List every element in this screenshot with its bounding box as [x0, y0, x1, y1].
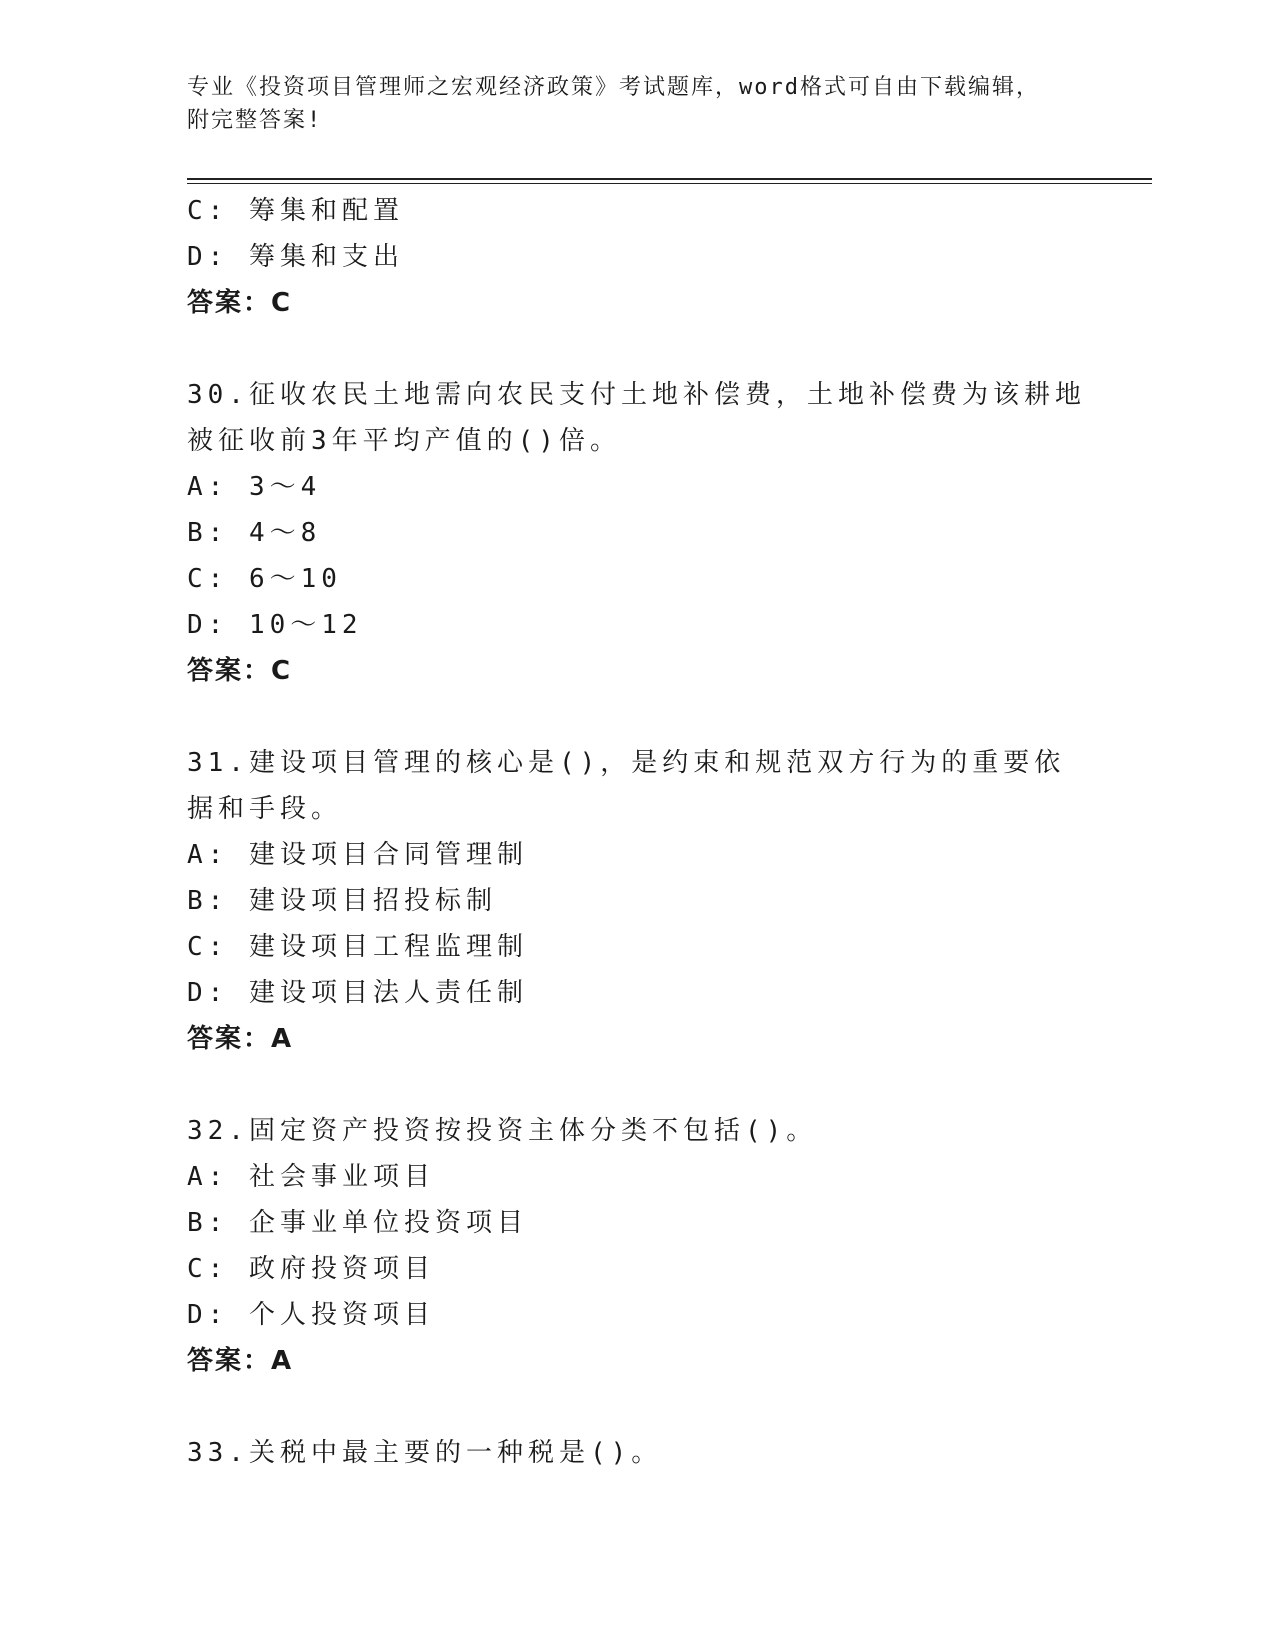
- option-b: B: 建设项目招投标制: [187, 886, 497, 916]
- option-c: C: 建设项目工程监理制: [187, 932, 528, 962]
- question-30: [187, 372, 1087, 694]
- option-d: D: 个人投资项目: [187, 1300, 435, 1330]
- question-29-tail: [187, 188, 1087, 326]
- answer-label: 答案：C: [187, 288, 293, 318]
- option-d: D: 筹集和支出: [187, 242, 404, 272]
- question-32: [187, 1108, 1087, 1384]
- question-stem: 33.关税中最主要的一种税是()。: [187, 1438, 663, 1468]
- question-31: [187, 740, 1087, 1062]
- question-stem: 30.征收农民土地需向农民支付土地补偿费，土地补偿费为该耕地被征收前3年平均产值的()倍。: [187, 380, 1086, 456]
- question-stem: 31.建设项目管理的核心是()，是约束和规范双方行为的重要依据和手段。: [187, 748, 1066, 824]
- question-stem: 32.固定资产投资按投资主体分类不包括()。: [187, 1116, 818, 1146]
- question-list: [187, 188, 1087, 1476]
- option-b: B: 企事业单位投资项目: [187, 1208, 528, 1238]
- option-c: C: 6～10: [187, 564, 342, 594]
- option-a: A: 社会事业项目: [187, 1162, 435, 1192]
- answer-label: 答案：A: [187, 1024, 294, 1054]
- option-c: C: 政府投资项目: [187, 1254, 435, 1284]
- option-d: D: 10～12: [187, 610, 363, 640]
- option-a: A: 3～4: [187, 472, 322, 502]
- option-c: C: 筹集和配置: [187, 196, 404, 226]
- option-b: B: 4～8: [187, 518, 322, 548]
- header-line-1: 专业《投资项目管理师之宏观经济政策》考试题库，word格式可自由下载编辑，: [187, 75, 1040, 100]
- question-33: [187, 1430, 1087, 1476]
- option-d: D: 建设项目法人责任制: [187, 978, 528, 1008]
- header-divider-thick: [187, 178, 1152, 180]
- header-divider-thin: [187, 183, 1152, 184]
- header-line-2: 附完整答案!: [187, 108, 323, 133]
- answer-label: 答案：A: [187, 1346, 294, 1376]
- document-header: [187, 71, 1087, 137]
- answer-label: 答案：C: [187, 656, 293, 686]
- option-a: A: 建设项目合同管理制: [187, 840, 528, 870]
